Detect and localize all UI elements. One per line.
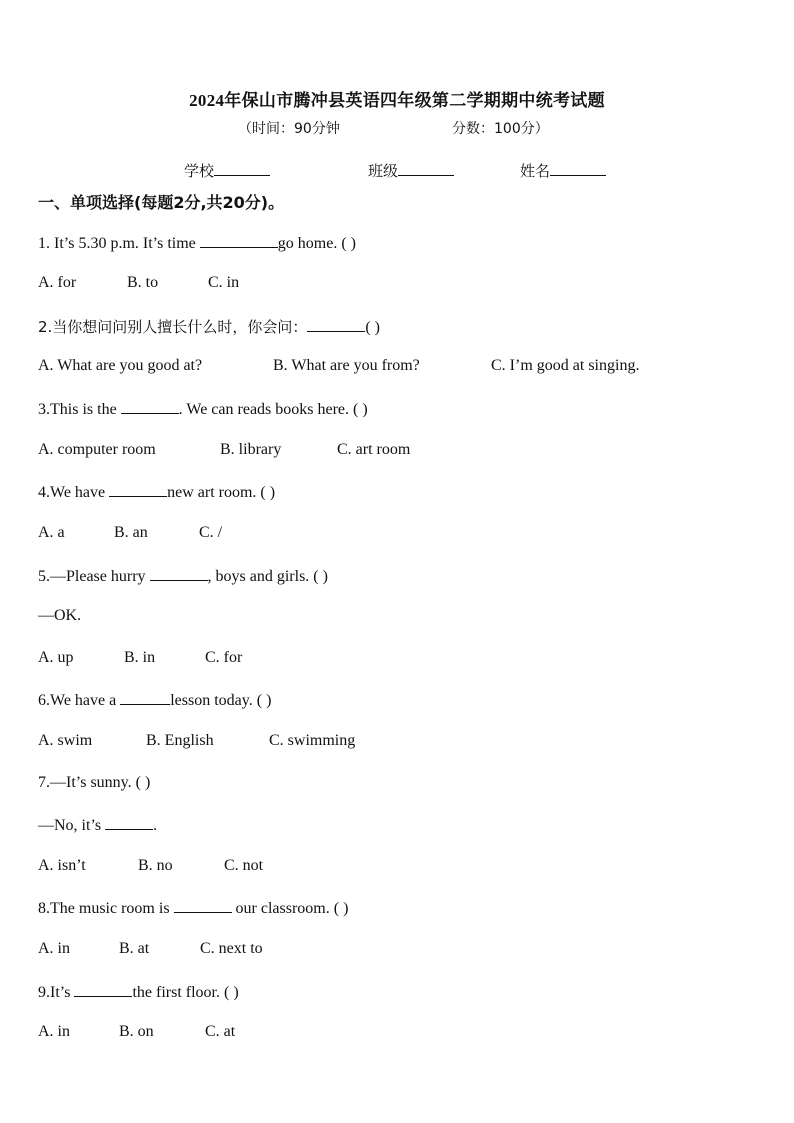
- section-heading: 一、单项选择(每题2分,共20分)。: [38, 193, 285, 212]
- question-text: —No, it’s: [38, 817, 106, 834]
- question-text: .: [153, 817, 158, 834]
- answer-blank[interactable]: [109, 482, 167, 497]
- option-c[interactable]: C. for: [205, 649, 243, 666]
- option-c[interactable]: C. next to: [200, 940, 263, 957]
- question-stem: [38, 233, 356, 253]
- option-a[interactable]: A. in: [38, 940, 70, 957]
- question-text: , boys and girls. ( ): [207, 568, 328, 585]
- option-a[interactable]: A. computer room: [38, 441, 156, 458]
- option-c[interactable]: C. in: [208, 274, 240, 291]
- question-text: 3.This is the: [38, 401, 121, 418]
- answer-blank[interactable]: [307, 317, 365, 332]
- answer-blank[interactable]: [121, 399, 179, 414]
- option-a[interactable]: A. in: [38, 1023, 70, 1040]
- answer-blank[interactable]: [120, 690, 170, 705]
- exam-score: 分数：100分）: [452, 121, 549, 137]
- option-b[interactable]: B. an: [114, 524, 148, 541]
- option-c[interactable]: C. /: [199, 524, 223, 541]
- option-c[interactable]: C. I’m good at singing.: [491, 357, 640, 374]
- question-response: [38, 815, 157, 835]
- option-b[interactable]: B. English: [146, 732, 214, 749]
- option-a[interactable]: A. What are you good at?: [38, 357, 203, 374]
- option-a[interactable]: A. a: [38, 524, 65, 541]
- option-c[interactable]: C. at: [205, 1023, 236, 1040]
- question-text: lesson today. ( ): [170, 692, 272, 709]
- option-b[interactable]: B. in: [124, 649, 156, 666]
- answer-blank[interactable]: [74, 982, 132, 997]
- question-text: the first floor. ( ): [132, 984, 239, 1001]
- question-stem: [38, 982, 239, 1002]
- answer-blank[interactable]: [105, 815, 153, 830]
- question-text: 6.We have a: [38, 692, 121, 709]
- answer-blank[interactable]: [200, 233, 278, 248]
- answer-blank[interactable]: [174, 898, 232, 913]
- question-stem: [38, 482, 275, 502]
- name-field: [520, 160, 606, 181]
- question-stem: [38, 566, 328, 586]
- question-text: ( ): [365, 319, 380, 336]
- school-label: 学校: [184, 162, 215, 180]
- option-a[interactable]: A. up: [38, 649, 74, 666]
- option-b[interactable]: B. What are you from?: [273, 357, 420, 374]
- option-b[interactable]: B. library: [220, 441, 282, 458]
- question-text: 9.It’s: [38, 984, 75, 1001]
- option-c[interactable]: C. swimming: [269, 732, 356, 749]
- exam-title: 2024年保山市腾冲县英语四年级第二学期期中统考试题: [189, 91, 605, 110]
- question-text: our classroom. ( ): [231, 900, 349, 917]
- option-c[interactable]: C. art room: [337, 441, 411, 458]
- name-label: 姓名: [520, 162, 551, 180]
- option-a[interactable]: A. swim: [38, 732, 93, 749]
- answer-blank[interactable]: [150, 566, 208, 581]
- question-text: 5.—Please hurry: [38, 568, 150, 585]
- question-text: 1. It’s 5.30 p.m. It’s time: [38, 235, 200, 252]
- school-field: [184, 160, 270, 181]
- question-text: go home. ( ): [277, 235, 356, 252]
- option-b[interactable]: B. on: [119, 1023, 154, 1040]
- question-stem: [38, 898, 348, 918]
- name-blank[interactable]: [550, 161, 606, 176]
- class-label: 班级: [368, 162, 399, 180]
- class-field: [368, 160, 454, 181]
- question-text: 2.当你想问问别人擅长什么时，你会问：: [38, 318, 308, 336]
- option-c[interactable]: C. not: [224, 857, 264, 874]
- question-stem: [38, 690, 271, 710]
- school-blank[interactable]: [214, 161, 270, 176]
- option-b[interactable]: B. no: [138, 857, 173, 874]
- option-b[interactable]: B. to: [127, 274, 159, 291]
- question-stem: [38, 316, 380, 337]
- question-text: new art room. ( ): [167, 484, 276, 501]
- question-stem: 7.—It’s sunny. ( ): [38, 774, 151, 791]
- question-response: —OK.: [38, 607, 82, 624]
- exam-time: （时间：90分钟: [238, 121, 340, 137]
- question-stem: [38, 399, 368, 419]
- class-blank[interactable]: [398, 161, 454, 176]
- question-text: 4.We have: [38, 484, 110, 501]
- question-text: 8.The music room is: [38, 900, 174, 917]
- option-a[interactable]: A. for: [38, 274, 77, 291]
- question-text: . We can reads books here. ( ): [178, 401, 368, 418]
- option-a[interactable]: A. isn’t: [38, 857, 86, 874]
- option-b[interactable]: B. at: [119, 940, 150, 957]
